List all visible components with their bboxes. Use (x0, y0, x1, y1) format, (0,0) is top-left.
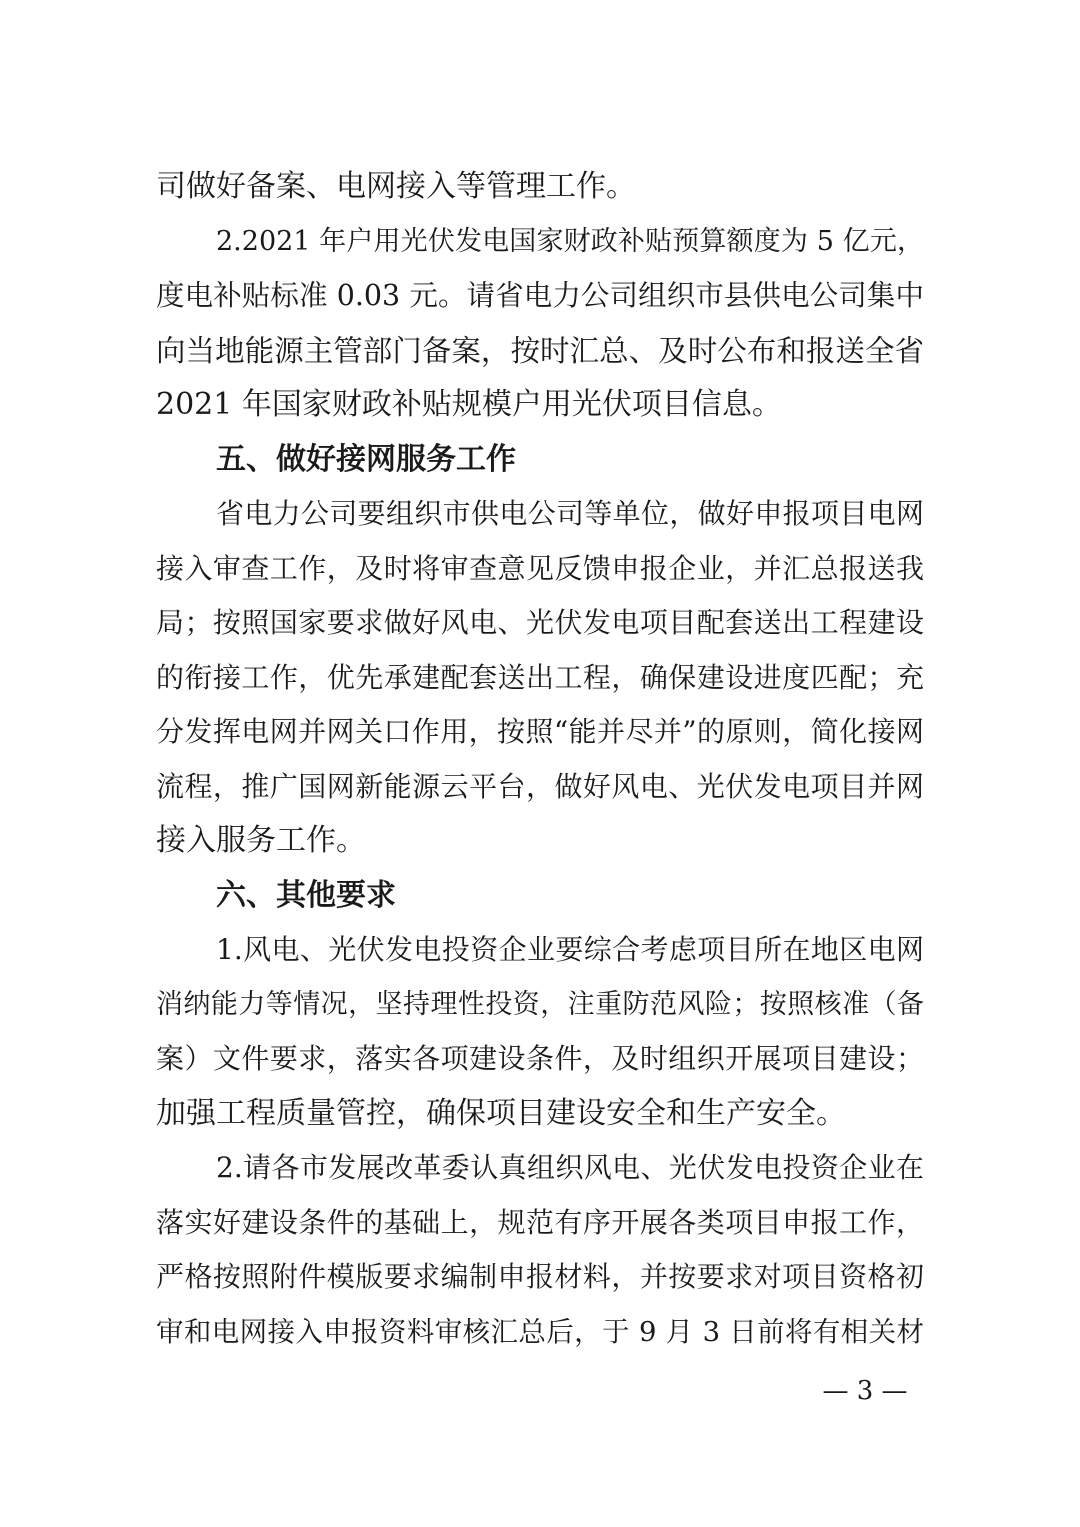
text-line: 接入审查工作，及时将审查意见反馈申报企业，并汇总报送我 (156, 551, 924, 585)
document-body (156, 160, 924, 1359)
text-line: 向当地能源主管部门备案，按时汇总、及时公布和报送全省 (156, 333, 924, 368)
text-line: 审和电网接入申报资料审核汇总后，于 9 月 3 日前将有相关材 (156, 1315, 924, 1348)
text-line: 2021 年国家财政补贴规模户用光伏项目信息。 (156, 387, 782, 422)
text-line: 接入服务工作。 (156, 823, 366, 858)
text-line: 落实好建设条件的基础上，规范有序开展各类项目申报工作， (156, 1205, 924, 1239)
text-line: 流程，推广国网新能源云平台，做好风电、光伏发电项目并网 (156, 769, 924, 803)
text-line: 1.风电、光伏发电投资企业要综合考虑项目所在地区电网 (216, 933, 924, 966)
section-heading: 五、做好接网服务工作 (216, 441, 516, 477)
text-line: 司做好备案、电网接入等管理工作。 (156, 169, 636, 204)
text-line: 度电补贴标准 0.03 元。请省电力公司组织市县供电公司集中 (156, 279, 924, 312)
text-line: 省电力公司要组织市供电公司等单位，做好申报项目电网 (216, 497, 924, 530)
text-line: 2.请各市发展改革委认真组织风电、光伏发电投资企业在 (216, 1151, 924, 1184)
text-line: 消纳能力等情况，坚持理性投资，注重防范风险；按照核准（备 (156, 988, 924, 1020)
section-heading: 六、其他要求 (216, 877, 396, 913)
text-line: 严格按照附件模版要求编制申报材料，并按要求对项目资格初 (156, 1260, 924, 1293)
text-line: 分发挥电网并网关口作用，按照“能并尽并”的原则，简化接网 (156, 715, 924, 748)
text-line: 案）文件要求，落实各项建设条件，及时组织开展项目建设； (156, 1042, 924, 1075)
text-line: 的衔接工作，优先承建配套送出工程，确保建设进度匹配；充 (156, 660, 924, 694)
page-number: — 3 — (822, 1376, 908, 1406)
text-line: 2.2021 年户用光伏发电国家财政补贴预算额度为 5 亿元， (216, 225, 924, 257)
text-line: 加强工程质量管控，确保项目建设安全和生产安全。 (156, 1095, 846, 1131)
text-line: 局；按照国家要求做好风电、光伏发电项目配套送出工程建设 (156, 606, 924, 639)
